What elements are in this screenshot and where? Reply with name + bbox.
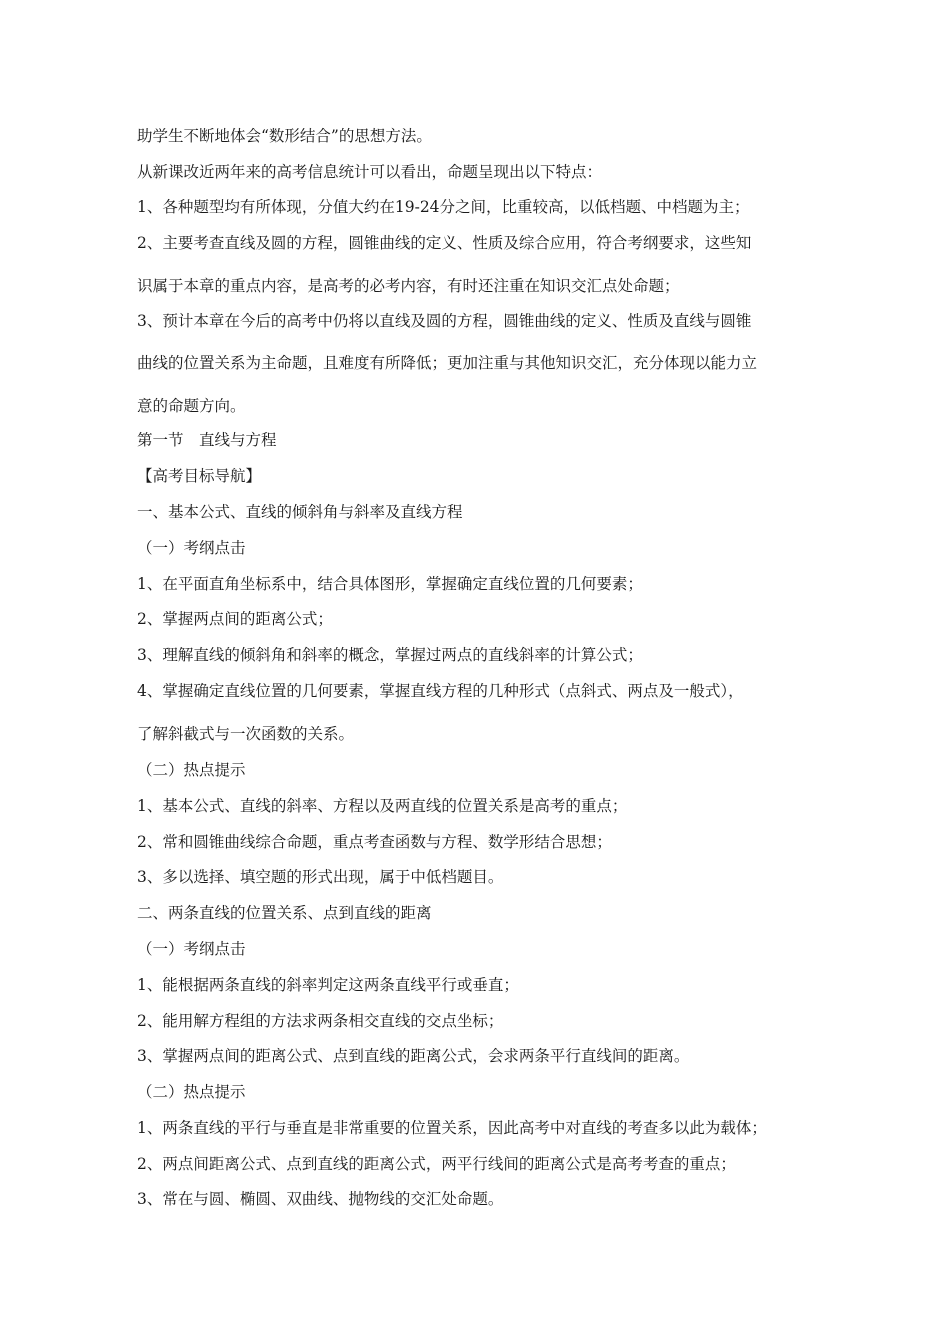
list-item: 1、基本公式、直线的斜率、方程以及两直线的位置关系是高考的重点； (137, 797, 628, 815)
list-item: 3、多以选择、填空题的形式出现，属于中低档题目。 (137, 868, 504, 886)
list-item: 3、常在与圆、椭圆、双曲线、抛物线的交汇处命题。 (137, 1190, 504, 1208)
subsection-heading: （二）热点提示 (137, 1083, 246, 1101)
list-item: 2、两点间距离公式、点到直线的距离公式，两平行线间的距离公式是高考考查的重点； (137, 1155, 736, 1173)
list-item: 2、能用解方程组的方法求两条相交直线的交点坐标； (137, 1012, 504, 1030)
list-item: 2、掌握两点间的距离公式； (137, 610, 333, 628)
list-item: 1、能根据两条直线的斜率判定这两条直线平行或垂直； (137, 976, 519, 994)
list-item: 3、掌握两点间的距离公式、点到直线的距离公式，会求两条平行直线间的距离。 (137, 1047, 690, 1065)
paragraph-line: 意的命题方向。 (137, 397, 246, 415)
paragraph-line: 识属于本章的重点内容，是高考的必考内容，有时还注重在知识交汇点处命题； (137, 277, 680, 295)
subsection-heading: 一、基本公式、直线的倾斜角与斜率及直线方程 (137, 503, 463, 521)
subsection-heading: 二、两条直线的位置关系、点到直线的距离 (137, 904, 432, 922)
subsection-heading: （二）热点提示 (137, 761, 246, 779)
section-heading: 第一节 直线与方程 (137, 431, 277, 449)
list-item: 3、理解直线的倾斜角和斜率的概念，掌握过两点的直线斜率的计算公式； (137, 646, 643, 664)
list-item: 1、在平面直角坐标系中，结合具体图形，掌握确定直线位置的几何要素； (137, 575, 643, 593)
list-item: 4、掌握确定直线位置的几何要素，掌握直线方程的几种形式（点斜式、两点及一般式）， (137, 682, 744, 700)
paragraph-line: 从新课改近两年来的高考信息统计可以看出，命题呈现出以下特点： (137, 163, 603, 181)
paragraph-line: 曲线的位置关系为主命题，且难度有所降低；更加注重与其他知识交汇，充分体现以能力立 (137, 354, 758, 372)
subsection-heading: （一）考纲点击 (137, 940, 246, 958)
list-item: 2、常和圆锥曲线综合命题，重点考查函数与方程、数学形结合思想； (137, 833, 612, 851)
list-item: 1、两条直线的平行与垂直是非常重要的位置关系，因此高考中对直线的考查多以此为载体； (137, 1119, 767, 1137)
subsection-heading: （一）考纲点击 (137, 539, 246, 557)
list-item: 2、主要考查直线及圆的方程，圆锥曲线的定义、性质及综合应用，符合考纲要求，这些知 (137, 234, 752, 252)
paragraph-line: 助学生不断地体会“数形结合”的思想方法。 (137, 127, 432, 145)
list-item: 1、各种题型均有所体现，分值大约在19-24分之间，比重较高，以低档题、中档题为主； (137, 198, 750, 216)
list-item: 3、预计本章在今后的高考中仍将以直线及圆的方程，圆锥曲线的定义、性质及直线与圆锥 (137, 312, 752, 330)
paragraph-line: 了解斜截式与一次函数的关系。 (137, 725, 355, 743)
subsection-heading: 【高考目标导航】 (137, 467, 262, 485)
